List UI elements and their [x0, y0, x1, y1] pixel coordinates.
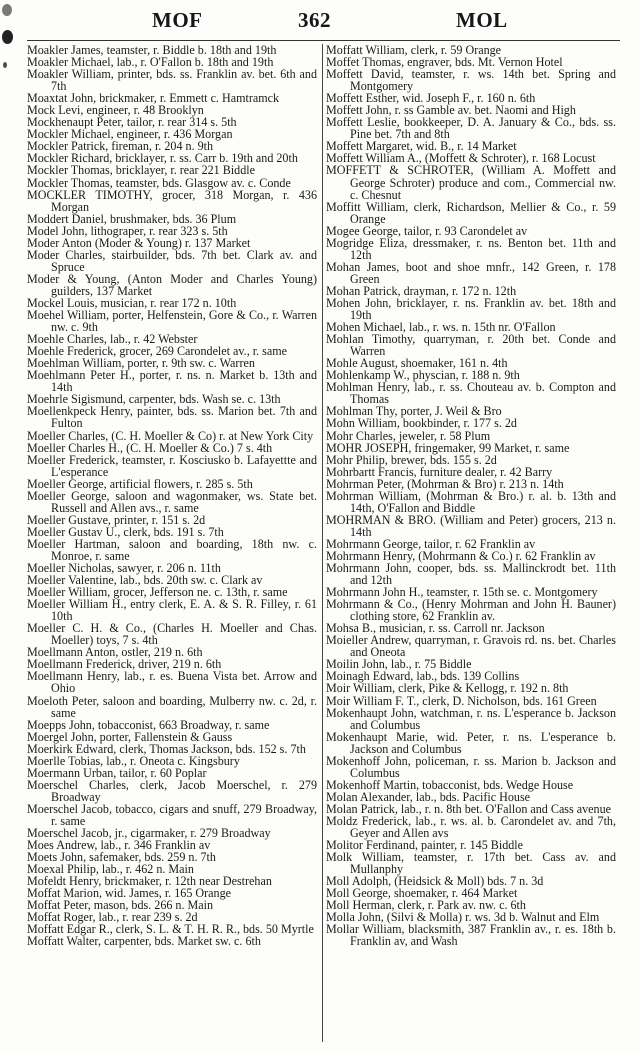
- directory-entry: Mogee George, tailor, r. 93 Carondelet av: [326, 223, 528, 238]
- directory-entry: Moffitt William, clerk, Richardson, Mellier & Co., r. 59 Orange: [326, 199, 616, 226]
- directory-entry: Moder & Young, (Anton Moder and Charles Young) guilders, 137 Market: [27, 271, 317, 298]
- directory-entry: Moffett Margaret, wid. B., r. 14 Market: [326, 139, 517, 154]
- directory-entry: Moaxtat John, brickmaker, r. Emmett c. Hamtramck: [27, 91, 280, 106]
- directory-entry: Mofeldt Henry, brickmaker, r. 12th near Destrehan: [27, 874, 272, 889]
- directory-entry: Mokenhoff John, policeman, r. ss. Marion b. Jackson and Columbus: [326, 753, 616, 780]
- guide-word-left: MOF: [152, 8, 203, 32]
- directory-entry: Mohr Charles, jeweler, r. 58 Plum: [326, 428, 491, 443]
- directory-entry: MOCKLER TIMOTHY, grocer, 318 Morgan, r. 436 Morgan: [27, 187, 317, 214]
- directory-entry: Moehrle Sigismund, carpenter, bds. Wash se. c. 13th: [27, 392, 281, 407]
- directory-entry: Mohen Michael, lab., r. ws. n. 15th nr. O'Fallon: [326, 320, 556, 335]
- directory-entry: Mokenhoff Martin, tobacconist, bds. Wedge House: [326, 777, 574, 792]
- directory-entry: Moerschel Jacob, jr., cigarmaker, r. 279 Broadway: [27, 826, 271, 841]
- directory-entry: Mockler Patrick, fireman, r. 204 n. 9th: [27, 139, 214, 154]
- directory-entry: Mock Levi, engineer, r. 48 Brooklyn: [27, 103, 204, 118]
- directory-entry: Moffet Thomas, engraver, bds. Mt. Vernon Hotel: [326, 55, 563, 70]
- directory-entry: Moakler William, printer, bds. ss. Franklin av. bet. 6th and 7th: [27, 67, 317, 94]
- directory-entry: Moeloth Peter, saloon and boarding, Mulberry nw. c. 2d, r. same: [27, 693, 317, 720]
- directory-entry: Moellmann Anton, ostler, 219 n. 6th: [27, 645, 203, 660]
- directory-entry: Moder Anton (Moder & Young) r. 137 Market: [27, 235, 251, 250]
- directory-entry: Moehlman William, porter, r. 9th sw. c. Warren: [27, 356, 255, 371]
- guide-word-right: MOL: [456, 8, 508, 32]
- directory-entry: Moeller Hartman, saloon and boarding, 18th nw. c. Monroe, r. same: [27, 536, 317, 563]
- directory-entry: Molan Patrick, lab., r. n. 8th bet. O'Fallon and Cass avenue: [326, 801, 611, 816]
- directory-entry: Moehle Charles, lab., r. 42 Webster: [27, 332, 198, 347]
- directory-entry: Moeller Charles H., (C. H. Moeller & Co.) 7 s. 4th: [27, 440, 273, 455]
- directory-entry: Moellmann Frederick, driver, 219 n. 6th: [27, 657, 222, 672]
- directory-entry: Moerkirk Edward, clerk, Thomas Jackson, bds. 152 s. 7th: [27, 741, 306, 756]
- directory-entry: Moffett Leslie, bookkeeper, D. A. January & Co., bds. ss. Pine bet. 7th and 8th: [326, 115, 616, 142]
- directory-entry: Moehlmann Peter H., porter, r. ns. n. Market b. 13th and 14th: [27, 368, 317, 395]
- directory-entry: Mokenhaupt John, watchman, r. ns. L'esperance b. Jackson and Columbus: [326, 705, 616, 732]
- directory-entry: Moddert Daniel, brushmaker, bds. 36 Plum: [27, 211, 237, 226]
- header-rule: [27, 40, 620, 41]
- directory-entry: Moeller C. H. & Co., (Charles H. Moeller and Chas. Moeller) toys, 7 s. 4th: [27, 621, 317, 648]
- directory-entry: Mohlman Henry, lab., r. ss. Chouteau av. b. Compton and Thomas: [326, 380, 616, 407]
- directory-entry: Moerlle Tobias, lab., r. Oneota c. Kingsbury: [27, 753, 240, 768]
- directory-entry: Molan Alexander, lab., bds. Pacific House: [326, 789, 531, 804]
- directory-entry: Mohlan Timothy, quarryman, r. 20th bet. Conde and Warren: [326, 332, 616, 359]
- directory-entry: Mohen John, bricklayer, r. ns. Franklin av. bet. 18th and 19th: [326, 295, 616, 323]
- directory-entry: Moffett William A., (Moffett & Schroter), r. 168 Locust: [326, 151, 596, 166]
- directory-entry: Moerschel Charles, clerk, Jacob Moerschel, r. 279 Broadway: [27, 777, 317, 804]
- directory-entry: Mohrbartt Francis, furniture dealer, r. 42 Barry: [326, 464, 553, 479]
- directory-entry: Mockler Thomas, bricklayer, r. rear 221 Biddle: [27, 163, 255, 178]
- directory-entry: Moakler Michael, lab., r. O'Fallon b. 18th and 19th: [27, 55, 274, 70]
- directory-entry: Mockhenaupt Peter, tailor, r. rear 314 s. 5th: [27, 115, 237, 130]
- directory-entry: Moexal Philip, lab., r. 462 n. Main: [27, 862, 194, 877]
- directory-entry: Moder Charles, stairbuilder, bds. 7th bet. Clark av. and Spruce: [27, 247, 317, 274]
- directory-entry: Moffett Esther, wid. Joseph F., r. 160 n. 6th: [326, 91, 536, 106]
- directory-entry: Mohrmann John H., teamster, r. 15th se. c. Montgomery: [326, 585, 598, 600]
- page-header: [0, 8, 640, 34]
- directory-entry: Mohrman William, (Mohrman & Bro.) r. al. b. 13th and 14th, O'Fallon and Biddle: [326, 488, 616, 515]
- directory-entry: Moergel John, porter, Fallenstein & Gauss: [27, 729, 233, 744]
- directory-entry: Moepps John, tobacconist, 663 Broadway, r. same: [27, 717, 270, 732]
- directory-entry: Moffat Peter, mason, bds. 266 n. Main: [27, 898, 214, 913]
- directory-entry: Mogridge Eliza, dressmaker, r. ns. Benton bet. 11th and 12th: [326, 235, 616, 262]
- directory-entry: Moellmann Henry, lab., r. es. Buena Vista bet. Arrow and Ohio: [27, 669, 317, 696]
- directory-entry: Moir William, clerk, Pike & Kellogg, r. 192 n. 8th: [326, 681, 569, 696]
- directory-entry: Moffatt Walter, carpenter, bds. Market sw. c. 6th: [27, 934, 261, 949]
- left-column: [27, 44, 317, 948]
- directory-entry: Moerschel Jacob, tobacco, cigars and snuff, 279 Broadway, r. same: [27, 801, 317, 828]
- page-number: 362: [298, 8, 331, 32]
- directory-entry: Molk William, teamster, r. 17th bet. Cass av. and Mullanphy: [326, 850, 616, 877]
- directory-entry: Moeller Nicholas, sawyer, r. 206 n. 11th: [27, 561, 221, 576]
- directory-entry: Mollar William, blacksmith, 387 Franklin av., r. es. 18th b. Franklin av, and Wash: [326, 922, 616, 949]
- directory-entry: Mohlman Thy, porter, J. Weil & Bro: [326, 404, 502, 419]
- directory-entry: Mohrmann Henry, (Mohrmann & Co.) r. 62 Franklin av: [326, 548, 596, 563]
- directory-entry: Moffett David, teamster, r. ws. 14th bet. Spring and Montgomery: [326, 67, 616, 94]
- directory-entry: Moffat Roger, lab., r. rear 239 s. 2d: [27, 910, 198, 925]
- right-column: [326, 44, 616, 948]
- directory-entry: Moieller Andrew, quarryman, r. Gravois rd. ns. bet. Charles and Oneota: [326, 633, 616, 660]
- directory-entry: Moeller George, artificial flowers, r. 285 s. 5th: [27, 476, 253, 491]
- directory-entry: Molitor Ferdinand, painter, r. 145 Biddle: [326, 838, 524, 853]
- directory-entry: Mohr Philip, brewer, bds. 155 s. 2d: [326, 452, 497, 467]
- directory-entry: Mockler Thomas, teamster, bds. Glasgow av. c. Conde: [27, 175, 291, 190]
- directory-entry: Mohsa B., musician, r. ss. Carroll nr. Jackson: [326, 621, 545, 636]
- directory-entry: Moeller William, grocer, Jefferson ne. c. 13th, r. same: [27, 585, 288, 600]
- column-divider: [322, 44, 323, 1042]
- directory-entry: Moehel William, porter, Helfenstein, Gore & Co., r. Warren nw. c. 9th: [27, 308, 317, 335]
- directory-entry: Moir William F. T., clerk, D. Nicholson, bds. 161 Green: [326, 693, 597, 708]
- directory-entry: Moets John, safemaker, bds. 259 n. 7th: [27, 850, 216, 865]
- directory-entry: Model John, lithograper, r. rear 323 s. 5th: [27, 223, 228, 238]
- directory-entry: Mockler Richard, bricklayer, r. ss. Carr b. 19th and 20th: [27, 151, 298, 166]
- directory-entry: Moeller Gustav U., clerk, bds. 191 s. 7th: [27, 524, 224, 539]
- directory-entry: Moffatt William, clerk, r. 59 Orange: [326, 43, 502, 57]
- directory-entry: MOFFETT & SCHROTER, (William A. Moffett and George Schroter) produce and com., Commercial nw. c. Chesnut: [326, 163, 616, 202]
- directory-entry: MOHR JOSEPH, fringemaker, 99 Market, r. same: [326, 440, 570, 455]
- ink-blot: [3, 62, 7, 68]
- directory-entry: Moll Adolph, (Heidsick & Moll) bds. 7 n. 3d: [326, 874, 544, 889]
- directory-entry: Mohan Patrick, drayman, r. 172 n. 12th: [326, 283, 517, 298]
- directory-entry: Moldz Frederick, lab., r. ws. al. b. Carondelet av. and 7th, Geyer and Allen avs: [326, 814, 616, 841]
- directory-entry: Mohrmann George, tailor, r. 62 Franklin av: [326, 536, 536, 551]
- directory-entry: Moeller Charles, (C. H. Moeller & Co) r. at New York City: [27, 428, 314, 443]
- directory-entry: Moeller Valentine, lab., bds. 20th sw. c. Clark av: [27, 573, 263, 588]
- directory-entry: Mohlenkamp W., physcian, r. 188 n. 9th: [326, 368, 520, 383]
- directory-entry: Moll George, shoemaker, r. 464 Market: [326, 886, 518, 901]
- directory-entry: Moellenkpeck Henry, painter, bds. ss. Marion bet. 7th and Fulton: [27, 404, 317, 431]
- directory-entry: Moffatt Edgar R., clerk, S. L. & T. H. R. R., bds. 50 Myrtle: [27, 922, 314, 937]
- directory-entry: Moeller Gustave, printer, r. 151 s. 2d: [27, 512, 206, 527]
- directory-entry: Moilin John, lab., r. 75 Biddle: [326, 657, 472, 672]
- directory-entry: Moes Andrew, lab., r. 346 Franklin av: [27, 838, 211, 853]
- directory-entry: Mockel Louis, musician, r. rear 172 n. 10th: [27, 295, 237, 310]
- directory-entry: Moeller William H., entry clerk, E. A. & S. R. Filley, r. 61 10th: [27, 597, 317, 624]
- directory-entry: Moakler James, teamster, r. Biddle b. 18th and 19th: [27, 43, 277, 57]
- directory-entry: Moffett John, r. ss Gamble av. bet. Naomi and High: [326, 103, 576, 118]
- directory-entry: Mohle August, shoemaker, 161 n. 4th: [326, 356, 508, 371]
- directory-entry: Moinagh Edward, lab., bds. 139 Collins: [326, 669, 520, 684]
- directory-entry: Mohrmann John, cooper, bds. ss. Mallinckrodt bet. 11th and 12th: [326, 561, 616, 588]
- directory-entry: Moll Herman, clerk, r. Park av. nw. c. 6th: [326, 898, 526, 913]
- directory-entry: Moffat Marion, wid. James, r. 165 Orange: [27, 886, 231, 901]
- directory-entry: Moehle Frederick, grocer, 269 Carondelet av., r. same: [27, 344, 287, 359]
- directory-entry: Mohan James, boot and shoe mnfr., 142 Green, r. 178 Green: [326, 259, 616, 286]
- directory-entry: Mockler Michael, engineer, r. 436 Morgan: [27, 127, 233, 142]
- directory-entry: Moeller Frederick, teamster, r. Kosciusko b. Lafayettte and L'esperance: [27, 452, 317, 479]
- directory-entry: Mohrman Peter, (Mohrman & Bro) r. 213 n. 14th: [326, 476, 564, 491]
- directory-entry: Mohrmann & Co., (Henry Mohrman and John H. Bauner) clothing store, 62 Franklin av.: [326, 597, 616, 624]
- directory-entry: Mohn William, bookbinder, r. 177 s. 2d: [326, 416, 517, 431]
- directory-entry: Molla John, (Silvi & Molla) r. ws. 3d b. Walnut and Elm: [326, 910, 600, 925]
- directory-entry: MOHRMAN & BRO. (William and Peter) grocers, 213 n. 14th: [326, 512, 616, 539]
- directory-entry: Moeller George, saloon and wagonmaker, ws. State bet. Russell and Allen avs., r. same: [27, 488, 317, 515]
- directory-entry: Mokenhaupt Marie, wid. Peter, r. ns. L'esperance b. Jackson and Columbus: [326, 729, 616, 756]
- directory-entry: Moermann Urban, tailor, r. 60 Poplar: [27, 765, 207, 780]
